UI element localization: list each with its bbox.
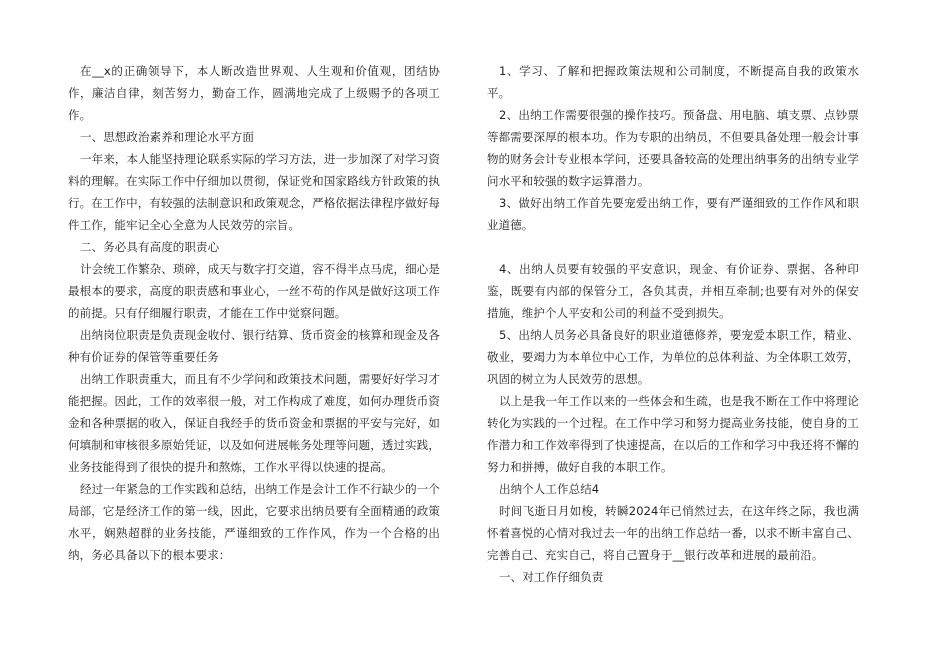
paragraph-cashier-duties: 出纳岗位职责是负责现金收付、银行结算、货币资金的核算和现金及各种有价证券的保管等重要任务	[68, 328, 440, 364]
paragraph-year-review: 时间飞逝日月如梭，转瞬2024年已悄然过去，在这年终之际，我也满怀着喜悦的心情对我过去一年的出纳工作总结一番，以求不断丰富自己、完善自己、充实自己，将自己置身于__银行改革和进展的最前沿。	[487, 504, 859, 562]
section-title-summary-4: 出纳个人工作总结4	[499, 482, 600, 496]
list-item-3: 3、做好出纳工作首先要宠爱出纳工作，要有严谨细致的工作作风和职业道德。	[487, 196, 859, 232]
paragraph-accounting-work: 计会统工作繁杂、琐碎，成天与数字打交道，容不得半点马虎，细心是最根本的要求，高度的职责感和事业心，一丝不苟的作风是做好这项工作的前提。只有仔细履行职责，才能在工作中觉察问题。	[68, 262, 440, 320]
right-column	[487, 60, 859, 588]
heading-political-literacy: 一、思想政治素养和理论水平方面	[80, 130, 254, 144]
paragraph-year-summary: 经过一年紧急的工作实践和总结，出纳工作是会计工作不行缺少的一个局部，它是经济工作的第一线，因此，它要求出纳员要有全面精通的政策水平，娴熟超群的业务技能，严谨细致的工作作风，作为一个合格的出纳，务必具备以下的根本要求：	[68, 482, 440, 562]
list-item-2: 2、出纳工作需要很强的操作技巧。预备盘、用电脑、填支票、点钞票等都需要深厚的根本功。作为专职的出纳员，不但要具备处理一般会计事物的财务会计专业根本学问，还要具备较高的处理出纳事务的出纳专业学问水平和较强的数字运算潜力。	[487, 108, 859, 188]
heading-careful-work: 一、对工作仔细负责	[499, 570, 604, 584]
list-item-1: 1、学习、了解和把握政策法规和公司制度，不断提高自我的政策水平。	[487, 64, 859, 100]
left-column	[68, 60, 440, 566]
list-item-4: 4、出纳人员要有较强的平安意识，现金、有价证券、票据、各种印鉴，既要有内部的保管分工，各负其责，并相互牵制;也要有对外的保安措施，维护个人平安和公司的利益不受到损失。	[487, 262, 859, 320]
list-item-5: 5、出纳人员务必具备良好的职业道德修养，要宠爱本职工作，精业、敬业，要竭力为本单位中心工作，为单位的总体利益、为全体职工效劳，巩固的树立为人民效劳的思想。	[487, 328, 859, 386]
paragraph-intro: 在__x的正确领导下，本人断改造世界观、人生观和价值观，团结协作，廉洁自律，刻苦努力，勤奋工作，圆满地完成了上级赐予的各项工作。	[68, 64, 440, 122]
blank-line	[487, 236, 859, 258]
paragraph-cashier-skills: 出纳工作职责重大，而且有不少学问和政策技术问题，需要好好学习才能把握。因此，工作的效率很一般，对工作构成了难度，如何办理货币资金和各种票据的收入，保证自我经手的货币资金和票据的平安与完好，如何填制和审核很多原始凭证，以及如何进展帐务处理等问题，透过实践，业务技能得到了很快的提升和熬炼，工作水平得以快速的提高。	[68, 372, 440, 474]
paragraph-reflection: 以上是我一年工作以来的一些体会和生疏，也是我不断在工作中将理论转化为实践的一个过程。在工作中学习和努力提高业务技能，使自身的工作潜力和工作效率得到了快速提高，在以后的工作和学习中我还将不懈的努力和拼搏，做好自我的本职工作。	[487, 394, 859, 474]
heading-responsibility: 二、务必具有高度的职责心	[80, 240, 220, 254]
paragraph-theory-study: 一年来，本人能坚持理论联系实际的学习方法，进一步加深了对学习资料的理解。在实际工作中仔细加以贯彻，保证党和国家路线方针政策的执行。在工作中，有较强的法制意识和政策观念，严格依据法律程序做好每件工作，能牢记全心全意为人民效劳的宗旨。	[68, 152, 440, 232]
